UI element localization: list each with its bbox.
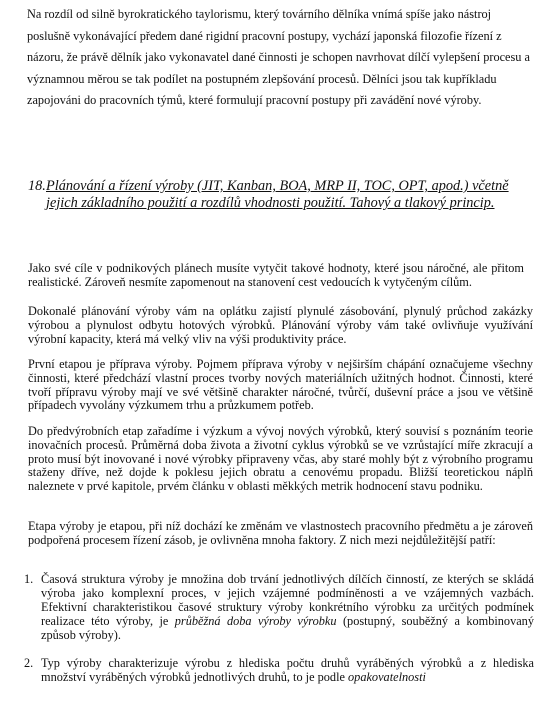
section-title: Plánování a řízení výroby (JIT, Kanban, BOA, MRP II, TOC, OPT, apod.) včetně jejich základního použití a rozdílů vhodnosti použití. Tahový a tlakový princip. <box>46 178 509 211</box>
factors-list <box>24 572 534 642</box>
list-marker: 2. <box>24 656 34 670</box>
section-heading <box>28 178 533 212</box>
paragraph-planning: Dokonalé plánování výroby vám na oplátku zajistí plynulé zásobování, plynulý průchod zakázky výrobou a plynulost odbytu hotových výrobků. Plánování výroby vám také ovlivňuje využívání výrobní kapacity, která má velký vliv na výši produktivity práce. <box>28 304 533 346</box>
list-marker: 1. <box>24 572 34 586</box>
list-text-after: (postupný, souběžný a kombinovaný způsob výroby). <box>41 614 534 642</box>
paragraph-goals: Jako své cíle v podnikových plánech musíte vytyčit takové hodnoty, které jsou náročné, ale přitom realistické. Zároveň nesmíte zapomenout na stanovení cest vedoucích k vytyčeným cílům. <box>28 261 524 289</box>
intro-paragraph: Na rozdíl od silně byrokratického taylorismu, který továrního dělníka vnímá spíše jako nástroj poslušně vykonávající předem dané rigidní pracovní postupy, vychází japonská filozofie řízení z názoru, že právě dělník jako vykonavatel dané činnosti je schopen navrhovat dílčí vylepšení procesu a významnou měrou se tak podílet na postupném zlepšování procesů. Dělníci jsou tak kupříkladu zapojováni do pracovních týmů, které formulují pracovní postupy při zavádění nové výroby. <box>27 7 530 107</box>
paragraph-production-stage: Etapa výroby je etapou, při níž dochází ke změnám ve vlastnostech pracovního předmětu a je zároveň podpořená procesem řízení zásob, je ovlivněna mnoha faktory. Z nich mezi nejdůležitější patří: <box>28 519 533 547</box>
paragraph-research: Do předvýrobních etap zařadíme i výzkum a vývoj nových výrobků, který souvisí s poznáním teorie inovačních procesů. Průměrná doba života a životní cyklus výrobků se ve vzrůstající míře zkracují a proto musí být inovované i nové výrobky připraveny včas, aby staré mohly být z výrobního programu staženy dříve, než dojde k poklesu jejich obratu a cenovému propadu. Bližší teoretickou náplň naleznete v prvé kapitole, prvém článku v oblasti měkkých metrik hodnocení stavu podniku. <box>28 424 533 494</box>
list-text: Typ výroby charakterizuje výrobu z hlediska počtu druhů vyráběných výrobků a z hlediska množství vyráběných výrobků jednotlivých druhů, to je podle <box>41 656 534 684</box>
paragraph-preparation: První etapou je příprava výroby. Pojmem příprava výroby v nejširším chápání označujeme všechny činnosti, které předchází vlastní proces tvorby nových materiálních užitných hodnot. Činnosti, které tvoří přípravu výroby mají ve své většině charakter náročné, tvůrčí, duševní práce a jsou ve většině případech vyvolány výzkumem trhu a průzkumem potřeb. <box>28 357 533 413</box>
list-emphasis: průběžná doba výroby výrobku <box>174 614 337 628</box>
list-text: Časová struktura výroby je množina dob trvání jednotlivých dílčích činností, ze kterých se skládá výroba jako komplexní proces, v jejich vzájemné podmíněnosti a ve vzájemných vazbách. Efektivní charakteristikou časové struktury výroby konkrétního výrobku za určitých podmínek realizace této výroby, je <box>41 572 534 628</box>
list-emphasis: opakovatelnosti <box>348 670 426 684</box>
factors-list-continued <box>24 656 534 684</box>
list-item <box>24 572 534 642</box>
section-number: 18. <box>28 178 46 194</box>
list-item <box>24 656 534 684</box>
